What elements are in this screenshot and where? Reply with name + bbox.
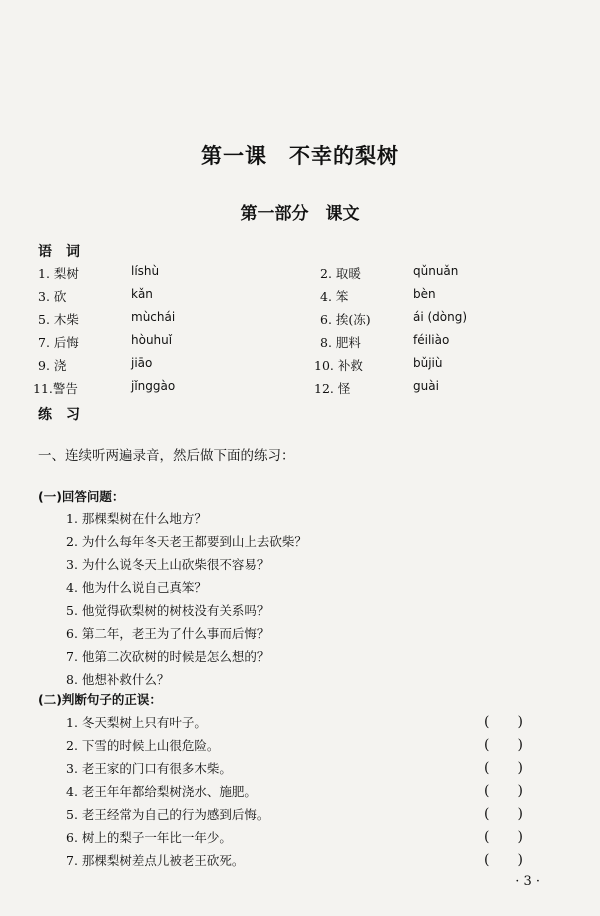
exercise-heading: 练 习 <box>38 407 80 423</box>
answer-blank[interactable]: ( ) <box>484 760 523 776</box>
statement-item: 6. 树上的梨子一年比一年少。 <box>66 830 232 845</box>
statement-item: 5. 老王经常为自己的行为感到后悔。 <box>66 807 270 822</box>
question-item: 1. 那棵梨树在什么地方？ <box>66 511 207 526</box>
statement-item: 2. 下雪的时候上山很危险。 <box>66 738 220 753</box>
textbook-page: 第一课 不幸的梨树 第一部分 课文 语 词 1. 梨树 líshù 3. 砍 kǎn 5. 木柴 mùchái 7. 后悔 hòuhuǐ 9. 浇 jiāo 11.警告 jǐnggào 2. 取暖 qǔnuǎn 4. 笨 bèn 6. 挨(冻) ái (dòng) 8. 肥料 féiliào 10. 补救 bǔjiù 12. 怪 guài 练 习 一、连续听两遍录音，然后做下面的练习： (一)回答问题： 1. 那棵梨树在什么地方？ 2. 为什么每年冬天老王都要到山上去砍柴？ 3. 为什么说冬天上山砍柴很不容易？ 4. 他为什么说自己真笨？ 5. 他觉得砍梨树的树枝没有关系吗？ 6. 第二年，老王为了什么事而后悔？ 7. 他第二次砍树的时候是怎么想的？ 8. 他想补救什么？ (二)判断句子的正误： 1. 冬天梨树上只有叶子。 2. 下雪的时候上山很危险。 3. 老王家的门口有很多木柴。 4. 老王年年都给梨树浇水、施肥。 5. 老王经常为自己的行为感到后悔。 6. 树上的梨子一年比一年少。 7. 那棵梨树差点儿被老王砍死。 ( ) ( ) ( ) ( ) ( ) ( ) ( ) · 3 · <box>0 0 600 916</box>
statement-item: 7. 那棵梨树差点儿被老王砍死。 <box>66 853 245 868</box>
vocab-heading: 语 词 <box>38 244 80 260</box>
question-item: 5. 他觉得砍梨树的树枝没有关系吗？ <box>66 603 270 618</box>
answer-blank[interactable]: ( ) <box>484 852 523 868</box>
question-item: 8. 他想补救什么？ <box>66 672 170 687</box>
part1-heading: (一)回答问题： <box>38 489 125 504</box>
lesson-title: 第一课 不幸的梨树 <box>201 144 399 168</box>
question-item: 6. 第二年，老王为了什么事而后悔？ <box>66 626 270 641</box>
statement-item: 4. 老王年年都给梨树浇水、施肥。 <box>66 784 257 799</box>
statement-item: 1. 冬天梨树上只有叶子。 <box>66 715 207 730</box>
answer-blank[interactable]: ( ) <box>484 737 523 753</box>
part-title: 第一部分 课文 <box>240 204 360 224</box>
statement-item: 3. 老王家的门口有很多木柴。 <box>66 761 232 776</box>
answer-blank[interactable]: ( ) <box>484 806 523 822</box>
question-item: 4. 他为什么说自己真笨？ <box>66 580 207 595</box>
page-number: · 3 · <box>515 874 540 889</box>
answer-blank[interactable]: ( ) <box>484 783 523 799</box>
exercise-instruction: 一、连续听两遍录音，然后做下面的练习： <box>38 448 295 464</box>
question-item: 2. 为什么每年冬天老王都要到山上去砍柴？ <box>66 534 307 549</box>
part2-heading: (二)判断句子的正误： <box>38 692 162 707</box>
question-item: 3. 为什么说冬天上山砍柴很不容易？ <box>66 557 270 572</box>
answer-blank[interactable]: ( ) <box>484 829 523 845</box>
question-item: 7. 他第二次砍树的时候是怎么想的？ <box>66 649 270 664</box>
answer-blank[interactable]: ( ) <box>484 714 523 730</box>
